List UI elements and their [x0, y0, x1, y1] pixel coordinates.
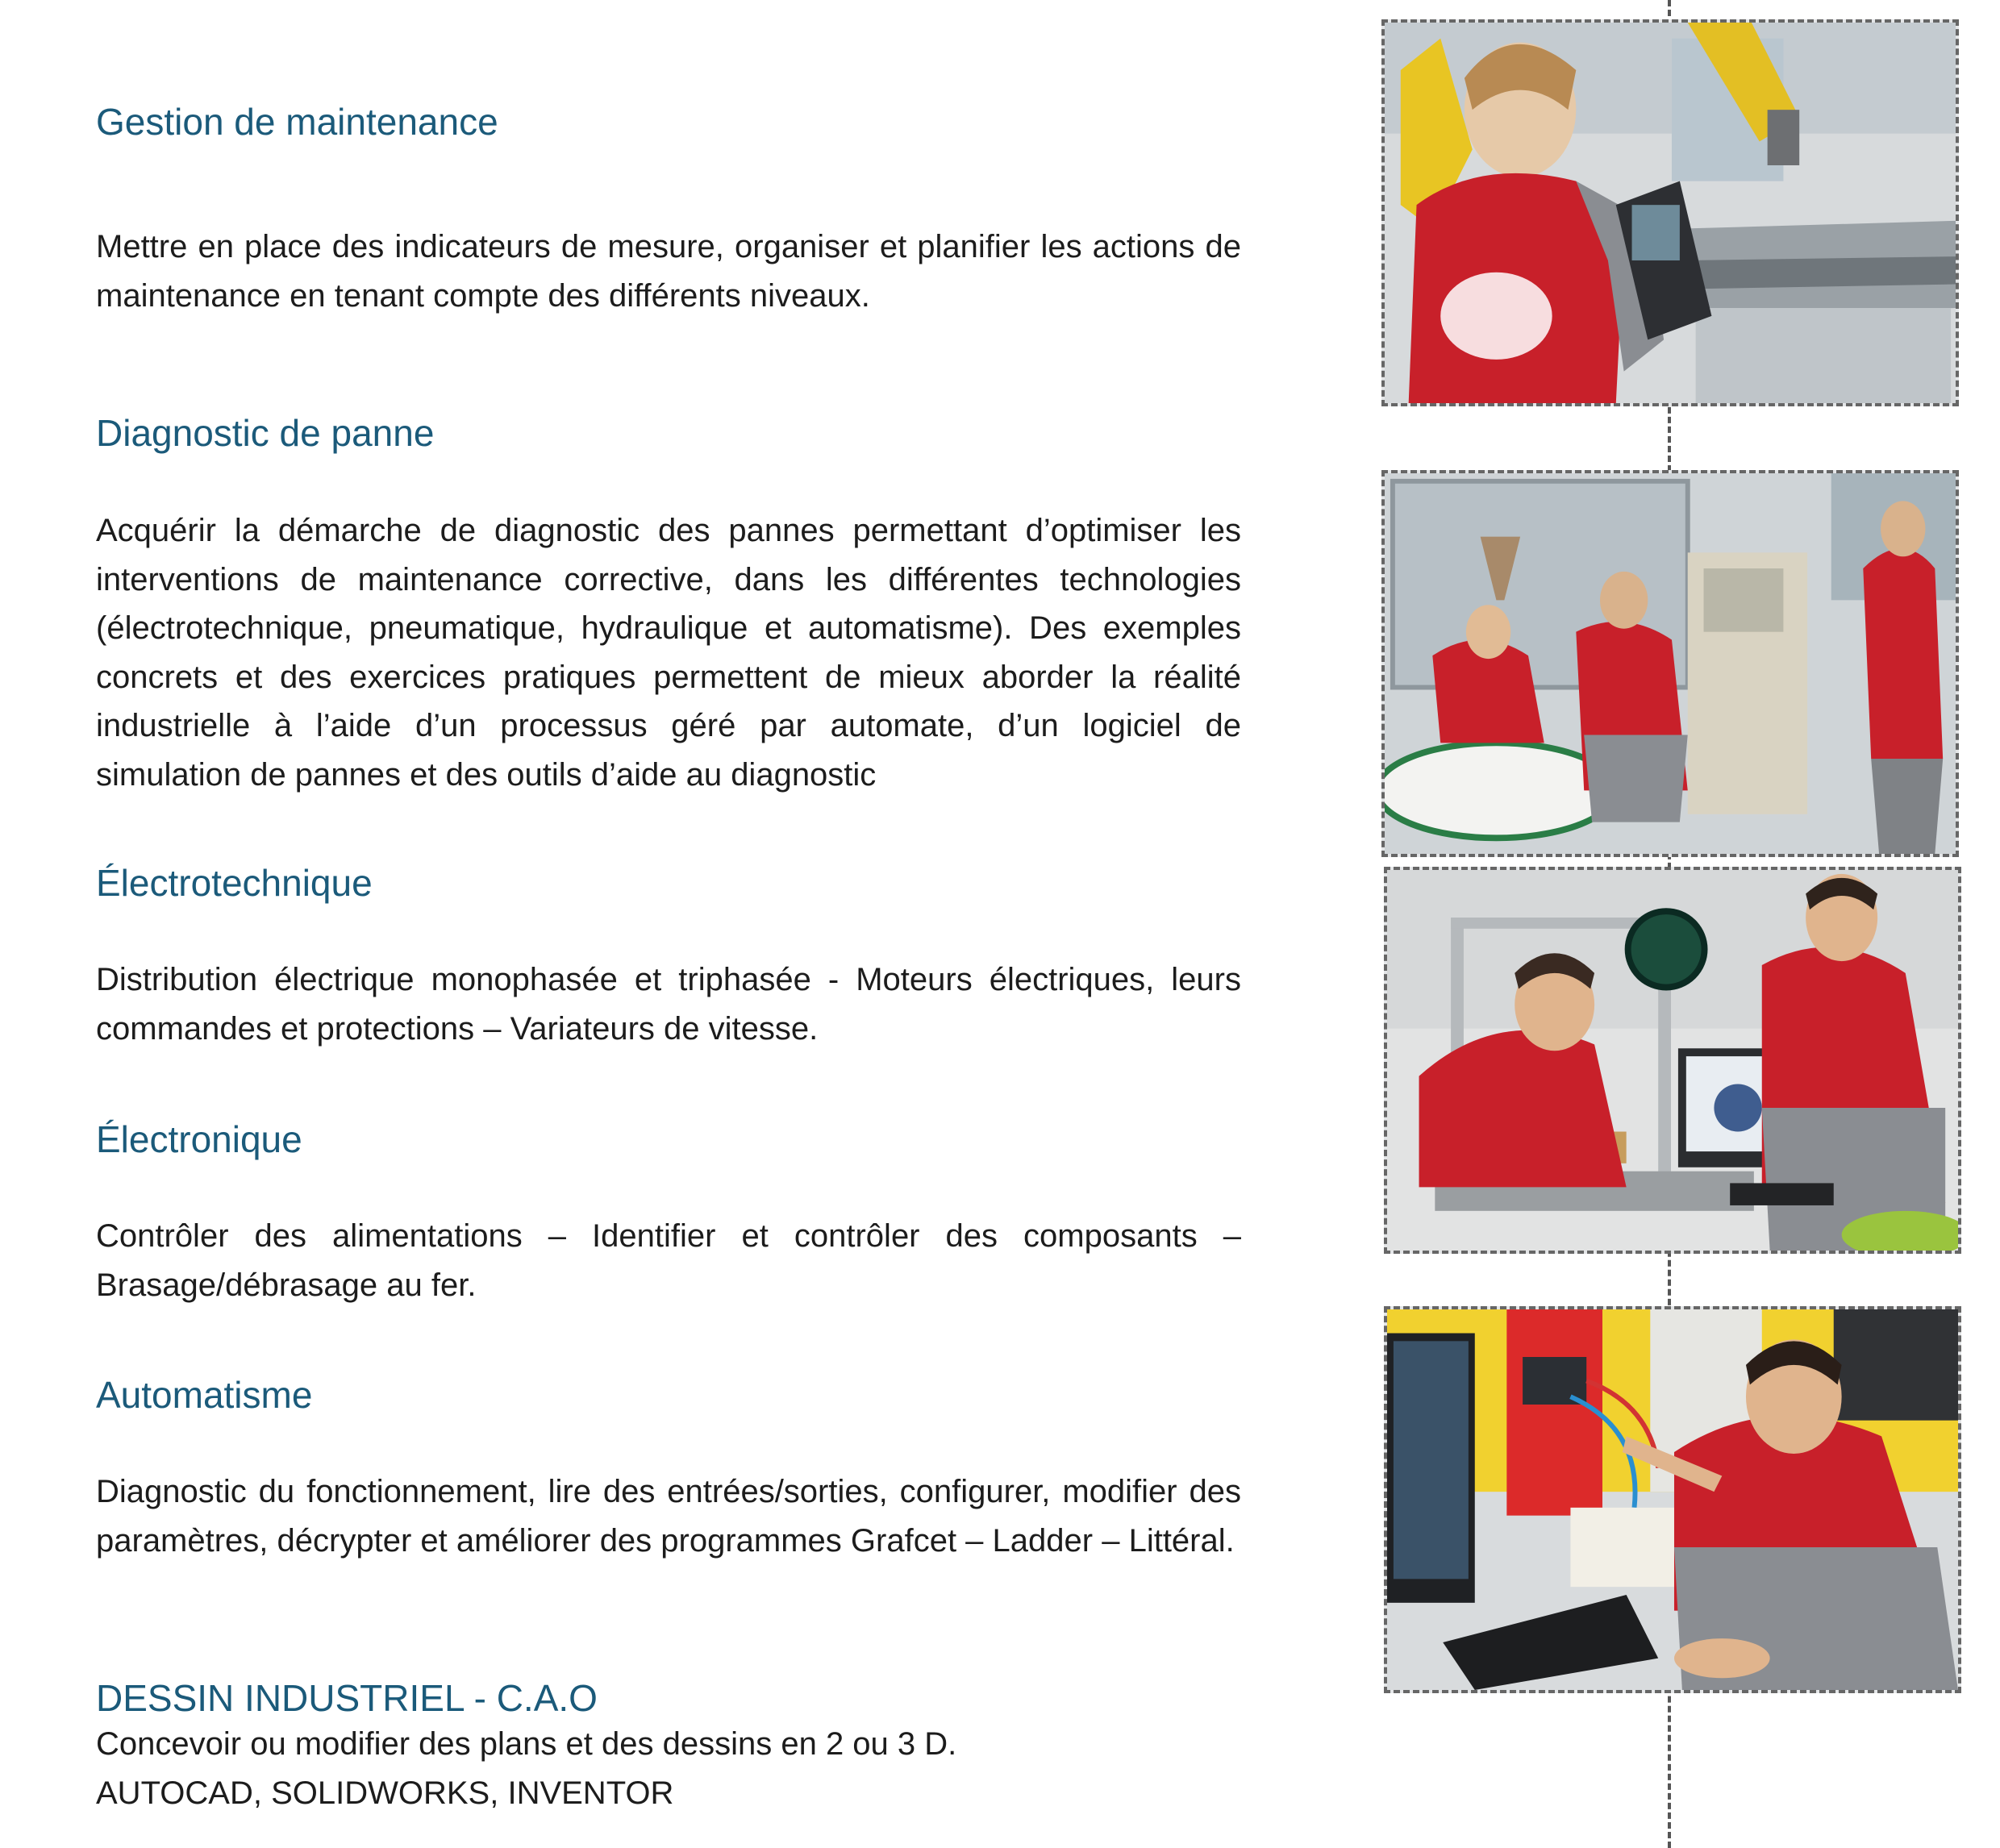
dessin-line-1: Concevoir ou modifier des plans et des dessins en 2 ou 3 D.	[96, 1726, 957, 1762]
heading-gestion-maintenance: Gestion de maintenance	[96, 101, 498, 143]
paragraph-electrotechnique: Distribution électrique monophasée et triphasée - Moteurs électriques, leurs commandes et protections – Variateurs de vitesse.	[96, 962, 1241, 1047]
photo-automation-panel-image	[1387, 1309, 1958, 1690]
paragraph-diagnostic-panne: Acquérir la démarche de diagnostic des pannes permettant d’optimiser les interventions de maintenance corrective, dans les différentes technologies (électrotechnique, pneumatique, hydraulique et automatisme). Des exemples concrets et des exercices pratiques permettent de mieux aborder la réalité industrielle à l’aide d’un processus géré par automate, d’un logiciel de simulation de pannes et des outils d’aide au diagnostic	[96, 513, 1241, 793]
paragraph-electronique: Contrôler des alimentations – Identifier et contrôler des composants – Brasage/débrasage au fer.	[96, 1218, 1241, 1303]
photo-process-line-diagnostic-image	[1385, 473, 1956, 854]
paragraph-gestion-maintenance: Mettre en place des indicateurs de mesure, organiser et planifier les actions de maintenance en tenant compte des différents niveaux.	[96, 229, 1241, 314]
heading-dessin-industriel: DESSIN INDUSTRIEL - C.A.O	[96, 1677, 598, 1719]
photo-3d-printer	[1384, 867, 1961, 1254]
photo-process-line-diagnostic	[1381, 470, 1959, 857]
heading-automatisme: Automatisme	[96, 1374, 313, 1416]
heading-diagnostic-panne: Diagnostic de panne	[96, 412, 435, 454]
photo-automation-panel	[1384, 1306, 1961, 1693]
photo-robot-programming-image	[1385, 23, 1956, 403]
heading-electronique: Électronique	[96, 1118, 302, 1160]
paragraph-dessin-industriel	[96, 1720, 1241, 1817]
paragraph-automatisme: Diagnostic du fonctionnement, lire des entrées/sorties, configurer, modifier des paramètres, décrypter et améliorer des programmes Grafcet – Ladder – Littéral.	[96, 1474, 1241, 1559]
photo-robot-programming	[1381, 19, 1959, 406]
heading-electrotechnique: Électrotechnique	[96, 862, 373, 904]
photo-3d-printer-image	[1387, 870, 1958, 1251]
dessin-line-2: AUTOCAD, SOLIDWORKS, INVENTOR	[96, 1775, 674, 1811]
